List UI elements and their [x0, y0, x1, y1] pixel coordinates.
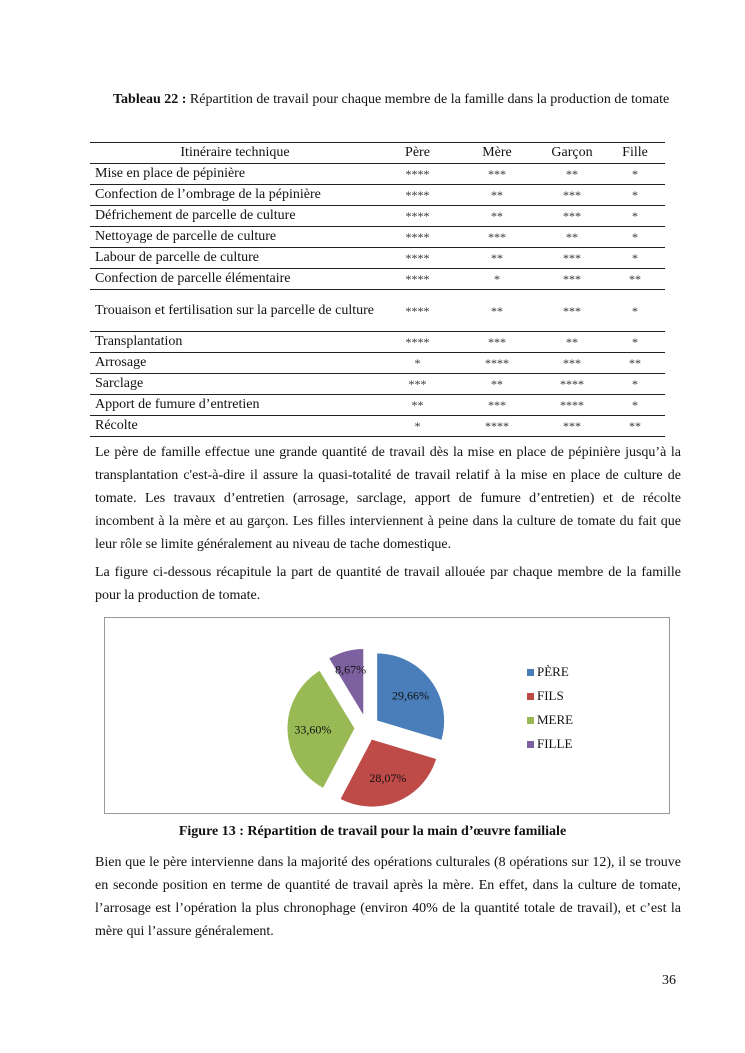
- paragraph-work-description: Le père de famille effectue une grande quantité de travail dès la mise en place de pépinière jusqu’à la transplantation c'est-à-dire il assure la quasi-totalité de travail relatif à la mise en place de culture de tomate. Les travaux d’entretien (arrosage, sarclage, apport de fumure d’entretien) et de récolte incombent à la mère et au garçon. Les filles interviennent à peine dans la culture de tomate du fait que leur rôle se limite généralement au niveau de tache domestique.: [95, 445, 681, 552]
- table-cell: ***: [455, 164, 539, 185]
- table-cell: *: [605, 248, 665, 269]
- table-row: [90, 248, 665, 269]
- pie-label-mere: 33,60%: [294, 722, 332, 737]
- table-cell: ****: [380, 185, 455, 206]
- table-cell: *: [455, 269, 539, 290]
- table-cell: **: [605, 269, 665, 290]
- table-cell: ***: [539, 248, 605, 269]
- table-cell: **: [380, 395, 455, 416]
- paragraph-conclusion: Bien que le père intervienne dans la majorité des opérations culturales (8 opérations sur 12), il se trouve en seconde position en terme de quantité de travail après la mère. En effet, dans la culture de tomate, l’arrosage est l’opération la plus chronophage (environ 40% de la quantité totale de travail), et c’est la mère qui l’assure généralement.: [95, 855, 681, 939]
- table-cell: **: [539, 227, 605, 248]
- pie-chart: [105, 618, 669, 813]
- table-cell: Sarclage: [90, 374, 380, 395]
- table-row: [90, 290, 665, 332]
- figure-caption: Figure 13 : Répartition de travail pour la main d’œuvre familiale: [178, 824, 567, 839]
- table-cell: ****: [455, 353, 539, 374]
- table-cell: Apport de fumure d’entretien: [90, 395, 380, 416]
- table-cell: **: [605, 353, 665, 374]
- table-cell: ***: [455, 332, 539, 353]
- table-cell: ****: [380, 227, 455, 248]
- table-cell: Mise en place de pépinière: [90, 164, 380, 185]
- table-cell: Confection de l’ombrage de la pépinière: [90, 185, 380, 206]
- table-cell: *: [605, 290, 665, 332]
- table-cell: Récolte: [90, 416, 380, 437]
- legend-label-fille: FILLE: [537, 736, 573, 751]
- table-cell: ****: [380, 206, 455, 227]
- table-row: [90, 227, 665, 248]
- legend-swatch-mere: [527, 717, 534, 724]
- table-row: [90, 374, 665, 395]
- table-cell: Confection de parcelle élémentaire: [90, 269, 380, 290]
- table-row: [90, 416, 665, 437]
- table-cell: Transplantation: [90, 332, 380, 353]
- column-header: Mère: [455, 143, 539, 164]
- column-header: Itinéraire technique: [90, 143, 380, 164]
- table-cell: *: [380, 416, 455, 437]
- table-cell: ***: [539, 416, 605, 437]
- table-cell: **: [455, 290, 539, 332]
- table-cell: ****: [539, 374, 605, 395]
- table-row: [90, 269, 665, 290]
- table-cell: ***: [539, 353, 605, 374]
- table-row: [90, 353, 665, 374]
- pie-label-pere: 29,66%: [391, 688, 429, 703]
- work-distribution-table: [90, 142, 665, 437]
- table-cell: *: [605, 395, 665, 416]
- legend-label-fils: FILS: [537, 688, 564, 703]
- table-caption-label: Tableau 22 :: [113, 92, 187, 107]
- table-caption: [113, 88, 681, 111]
- table-cell: **: [455, 185, 539, 206]
- table-cell: *: [605, 227, 665, 248]
- table-caption-text: Répartition de travail pour chaque membre de la famille dans la production de tomate: [186, 92, 670, 107]
- table-cell: ****: [380, 269, 455, 290]
- table-cell: *: [605, 374, 665, 395]
- table-cell: **: [605, 416, 665, 437]
- table-cell: ****: [380, 332, 455, 353]
- table-cell: ****: [380, 164, 455, 185]
- table-cell: ***: [539, 290, 605, 332]
- table-cell: ****: [380, 248, 455, 269]
- table-cell: **: [455, 248, 539, 269]
- legend-swatch-fils: [527, 693, 534, 700]
- table-row: [90, 395, 665, 416]
- table-cell: ***: [455, 227, 539, 248]
- table-cell: Nettoyage de parcelle de culture: [90, 227, 380, 248]
- table-cell: **: [455, 206, 539, 227]
- column-header: Fille: [605, 143, 665, 164]
- legend-swatch-pere: [527, 669, 534, 676]
- table-cell: *: [605, 332, 665, 353]
- pie-label-fille: 8,67%: [335, 662, 367, 677]
- pie-chart-frame: [104, 617, 670, 814]
- table-cell: ***: [539, 269, 605, 290]
- table-cell: ***: [455, 395, 539, 416]
- legend-swatch-fille: [527, 741, 534, 748]
- legend-label-mere: MERE: [537, 712, 574, 727]
- table-cell: Défrichement de parcelle de culture: [90, 206, 380, 227]
- table-header-row: [90, 143, 665, 164]
- table-cell: **: [539, 332, 605, 353]
- table-cell: ****: [539, 395, 605, 416]
- table-cell: Arrosage: [90, 353, 380, 374]
- paragraph-figure-intro: La figure ci-dessous récapitule la part de quantité de travail allouée par chaque membre de la famille pour la production de tomate.: [95, 565, 681, 603]
- table-cell: **: [539, 164, 605, 185]
- table-row: [90, 164, 665, 185]
- table-cell: *: [605, 164, 665, 185]
- table-cell: ****: [380, 290, 455, 332]
- table-cell: **: [455, 374, 539, 395]
- column-header: Père: [380, 143, 455, 164]
- column-header: Garçon: [539, 143, 605, 164]
- table-row: [90, 185, 665, 206]
- table-cell: ****: [455, 416, 539, 437]
- table-cell: ***: [539, 206, 605, 227]
- table-cell: *: [605, 206, 665, 227]
- table-row: [90, 332, 665, 353]
- table-cell: Trouaison et fertilisation sur la parcelle de culture: [90, 290, 380, 332]
- table-cell: ***: [539, 185, 605, 206]
- table-cell: *: [380, 353, 455, 374]
- page-number: 36: [662, 973, 676, 988]
- table-row: [90, 206, 665, 227]
- legend-label-pere: PÈRE: [537, 664, 569, 679]
- pie-label-fils: 28,07%: [369, 770, 407, 785]
- table-cell: ***: [380, 374, 455, 395]
- table-cell: *: [605, 185, 665, 206]
- table-cell: Labour de parcelle de culture: [90, 248, 380, 269]
